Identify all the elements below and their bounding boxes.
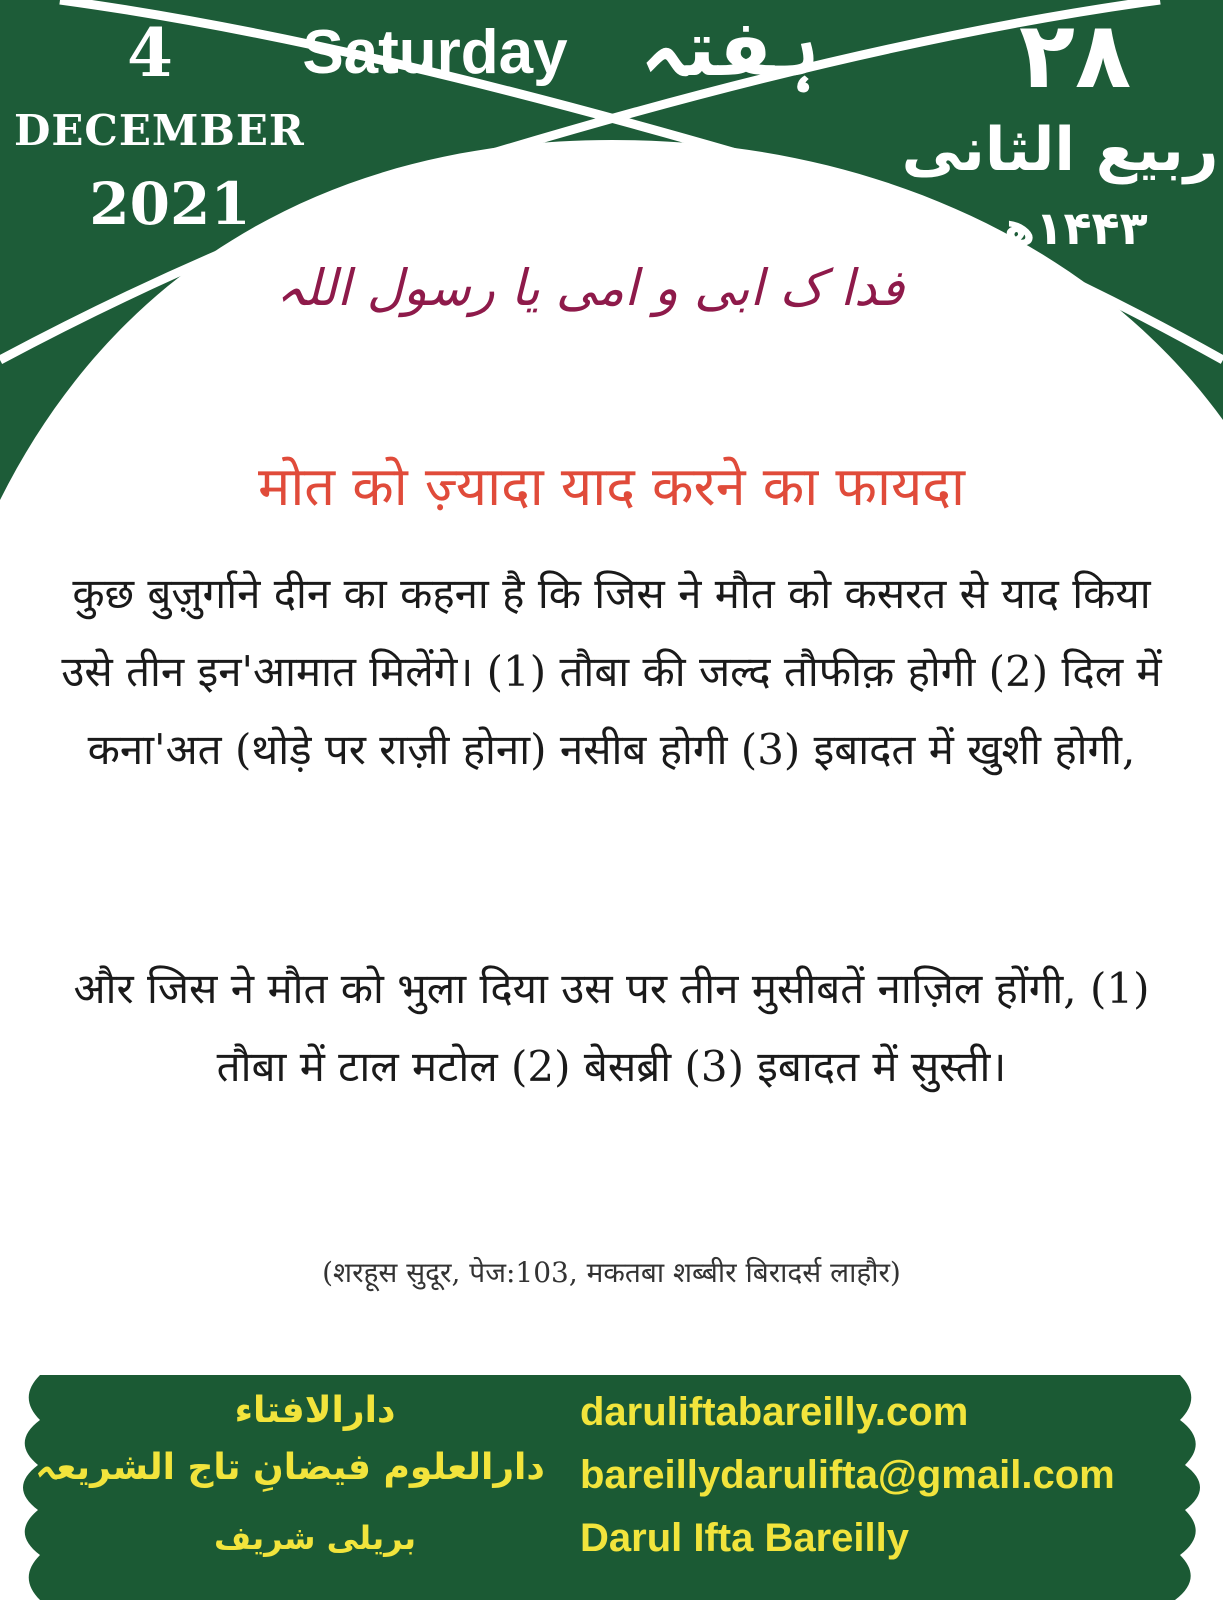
- reference-citation: (शरहूस सुदूर, पेज:103, मकतबा शब्बीर बिरादर्स लाहौर): [322, 1256, 901, 1289]
- footer-urdu-darul-ifta: دارالافتاء: [234, 1390, 396, 1431]
- weekday-english: Saturday: [302, 18, 568, 87]
- paragraph-benefits: कुछ बुज़ुर्गाने दीन का कहना है कि जिस ने मौत को कसरत से याद किया उसे तीन इन'आमात मिलेंगे। (1) तौबा की जल्द तौफीक़ होगी (2) दिल में कना'अत (थोड़े पर राज़ी होना) नसीब होगी (3) इबादत में खुशी होगी,: [61, 569, 1162, 774]
- footer-urdu-city: بریلی شریف: [213, 1519, 416, 1557]
- gregorian-month: DECEMBER: [14, 106, 305, 155]
- calligraphy-emblem: [275, 200, 905, 350]
- svg-text:فدا ک ابی و امی یا رسول اللہ: فدا ک ابی و امی یا رسول اللہ: [275, 259, 905, 317]
- hijri-day: ۲۸: [1018, 2, 1132, 109]
- hijri-year: ۱۴۴۳ھ: [992, 201, 1148, 255]
- gregorian-year: 2021: [89, 170, 251, 238]
- paragraph-afflictions: और जिस ने मौत को भुला दिया उस पर तीन मुसीबतें नाज़िल होंगी, (1) तौबा में टाल मटोल (2) बेसब्री (3) इबादत में सुस्ती।: [73, 964, 1150, 1091]
- gregorian-day: 4: [127, 14, 173, 92]
- footer-urdu-institution: دارالعلوم فیضانِ تاج الشریعہ: [35, 1447, 545, 1488]
- footer-org-name: Darul Ifta Bareilly: [580, 1516, 910, 1560]
- weekday-urdu: ہفتہ: [640, 4, 820, 94]
- footer-website: daruliftabareilly.com: [580, 1390, 969, 1434]
- footer-email: bareillydarulifta@gmail.com: [580, 1453, 1115, 1497]
- article-title: मोत को ज़्यादा याद करने का फायदा: [258, 455, 965, 518]
- hijri-month: ربیع الثانی: [901, 115, 1219, 185]
